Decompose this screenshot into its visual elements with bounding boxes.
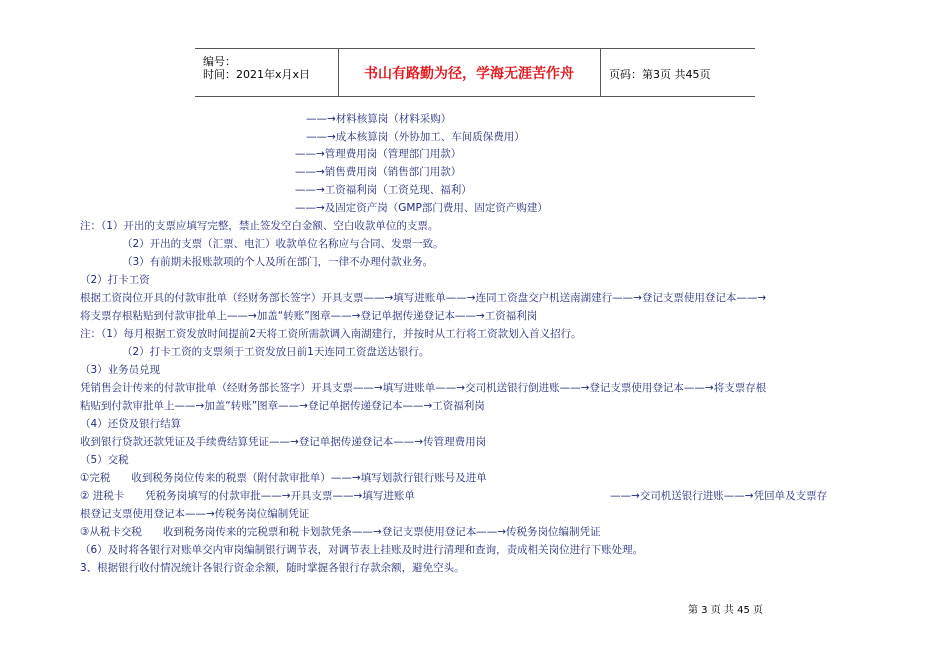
text-line: （3）业务员兑现	[80, 364, 161, 376]
text-line: 3、根据银行收付情况统计各银行资金余额，随时掌握各银行存款余额，避免空头。	[80, 562, 465, 574]
text-line: ③从税卡交税 收到税务岗传来的完税票和税卡划款凭条——→登记支票使用登记本——→传税务岗位编制凭证	[80, 526, 601, 538]
text-line: ①完税 收到税务岗位传来的税票（附付款审批单）——→填写划款行银行账号及进单	[80, 472, 487, 484]
text-line: 粘贴到付款审批单上——→加盖“转账”图章——→登记单据传递登记本——→工资福利岗	[80, 400, 485, 412]
time-label: 时间：2021年x月x日	[203, 68, 311, 81]
text-line: ——→管理费用岗（管理部门用款）	[295, 148, 462, 160]
text-line: 收到银行贷款还款凭证及手续费结算凭证——→登记单据传递登记本——→传管理费用岗	[80, 436, 487, 448]
header-table	[195, 48, 755, 97]
text-line: 根登记支票使用登记本——→传税务岗位编制凭证	[80, 508, 310, 520]
text-line: （6）及时将各银行对账单交内审岗编制银行调节表，对调节表上挂账及时进行清理和查询，责成相关岗位进行下账处理。	[80, 544, 644, 556]
text-line: 凭销售会计传来的付款审批单（经财务部长签字）开具支票——→填写进账单——→交司机送银行倒进账——→登记支票使用登记本——→将支票存根	[80, 382, 767, 394]
text-line: （4）还贷及银行结算	[80, 418, 182, 430]
text-line: ——→成本核算岗（外协加工、车间质保费用）	[306, 131, 525, 143]
text-line: ——→及固定资产岗（GMP部门费用、固定资产购建）	[295, 202, 548, 214]
header-page-cell	[601, 49, 755, 96]
text-line: ——→交司机送银行进账——→凭回单及支票存	[610, 490, 828, 502]
text-line: （5）交税	[80, 454, 129, 466]
number-label: 编号：	[203, 55, 236, 68]
page-label: 页码：第3页 共45页	[609, 68, 711, 81]
motto: 书山有路勤为径，学海无涯苦作舟	[364, 66, 574, 82]
text-line: （2）开出的支票（汇票、电汇）收款单位名称应与合同、发票一致。	[122, 238, 444, 250]
page-footer: 第 3 页 共 45 页	[688, 605, 763, 616]
header-motto-cell	[338, 49, 601, 96]
text-line: ——→销售费用岗（销售部门用款）	[295, 166, 462, 178]
text-line: 根据工资岗位开具的付款审批单（经财务部长签字）开具支票——→填写进账单——→连同工资盘交户机送南湖建行——→登记支票使用登记本——→	[80, 292, 767, 304]
text-line: 注：（1）每月根据工资发放时间提前2天将工资所需款调入南湖建行，并按时从工行将工资款划入首义招行。	[80, 328, 582, 340]
text-line: 将支票存根粘贴到付款审批单上——→加盖“转账”图章——→登记单据传递登记本——→工资福利岗	[80, 310, 538, 322]
text-line: ② 进税卡 凭税务岗填写的付款审批——→开具支票——→填写进账单	[80, 490, 415, 502]
header-info-cell	[195, 49, 339, 96]
text-line: （2）打卡工资	[80, 274, 150, 286]
text-line: 注：（1）开出的支票应填写完整，禁止签发空白金额、空白收款单位的支票。	[80, 220, 439, 232]
text-line: ——→工资福利岗（工资兑现、福利）	[295, 184, 472, 196]
text-line: ——→材料核算岗（材料采购）	[306, 113, 452, 125]
text-line: （3）有前期未报账款项的个人及所在部门，一律不办理付款业务。	[122, 256, 434, 268]
text-line: （2）打卡工资的支票须于工资发放日前1天连同工资盘送达银行。	[122, 346, 430, 358]
